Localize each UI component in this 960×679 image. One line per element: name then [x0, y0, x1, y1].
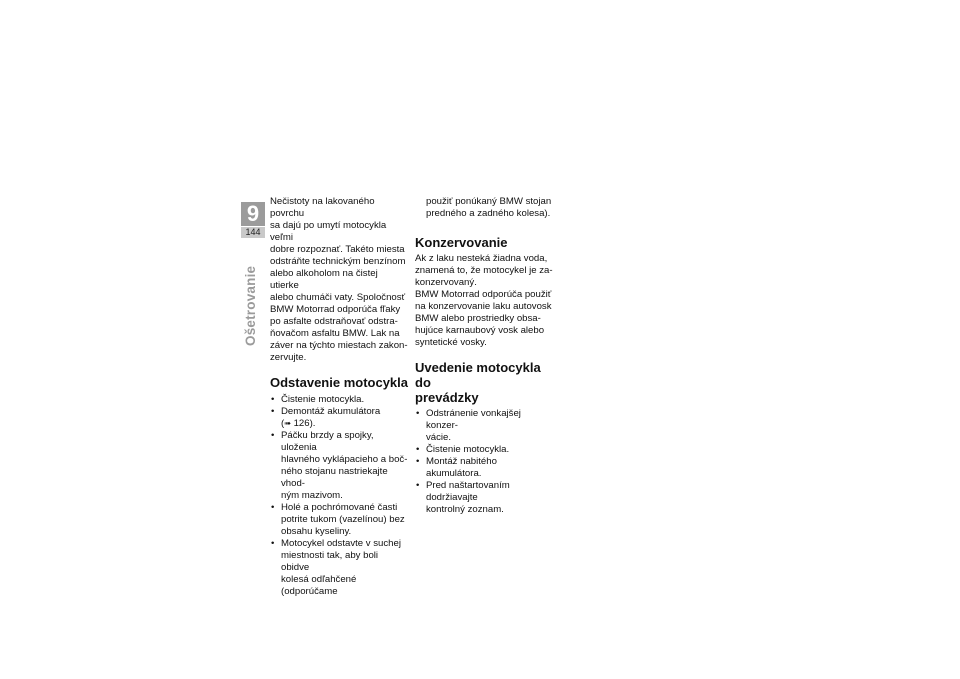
list-item: • Demontáž akumulátora (➠ 126). — [270, 406, 408, 430]
list-item: • Páčku brzdy a spojky, uloženia hlavného vyklápacieho a boč- ného stojanu nastriekajte vhod- ným mazivom. — [270, 430, 408, 502]
heading-odstavenie: Odstavenie motocykla — [270, 375, 408, 390]
page-reference-arrow-icon: ➠ — [284, 419, 291, 428]
konzervovanie-paragraph: Ak z laku nesteká žiadna voda, znamená to, že motocykel je za- konzervovaný. BMW Motorrad odporúča použiť na konzervovanie laku autovosk BMW alebo prostriedky obsa- hujúce karnaubový vosk alebo syntetické vosky. — [415, 253, 553, 348]
text-column-2 — [415, 196, 553, 516]
list-item: • Čistenie motocykla. — [270, 394, 408, 406]
section-tab-label: Ošetrovanie — [243, 265, 258, 346]
list-item: • Holé a pochrómované časti potrite tukom (vazelínou) bez obsahu kyseliny. — [270, 502, 408, 538]
text-column-1 — [270, 196, 408, 598]
list-item: • Pred naštartovaním dodržiavajte kontrolný zoznam. — [415, 480, 553, 516]
bullet-list-uvedenie — [415, 408, 553, 516]
heading-uvedenie: Uvedenie motocykla do prevádzky — [415, 360, 541, 405]
bullet-list-odstavenie — [270, 394, 408, 598]
intro-paragraph: Nečistoty na lakovaného povrchu sa dajú po umytí motocykla veľmi dobre rozpoznať. Takéto miesta odstráňte technickým benzínom alebo alkoholom na čistej utierke alebo chumáči vaty. Spoločnosť BMW Motorrad odporúča fľaky po asfalte odstraňovať odstra- ňovačom asfaltu BMW. Lak na záver na týchto miestach zakon- zervujte. — [270, 196, 408, 363]
page-number: 144 — [241, 227, 265, 238]
list-item-continuation: použiť ponúkaný BMW stojan predného a zadného kolesa). — [426, 196, 552, 219]
list-item: • Čistenie motocykla. — [415, 444, 553, 456]
heading-konzervovanie: Konzervovanie — [415, 235, 508, 250]
list-item: • Odstránenie vonkajšej konzer- vácie. — [415, 408, 553, 444]
chapter-number-badge: 9 — [241, 202, 265, 226]
list-item: • Motocykel odstavte v suchej miestnosti tak, aby boli obidve kolesá odľahčené (odporúčame — [270, 538, 408, 598]
list-item: • Montáž nabitého akumulátora. — [415, 456, 553, 480]
